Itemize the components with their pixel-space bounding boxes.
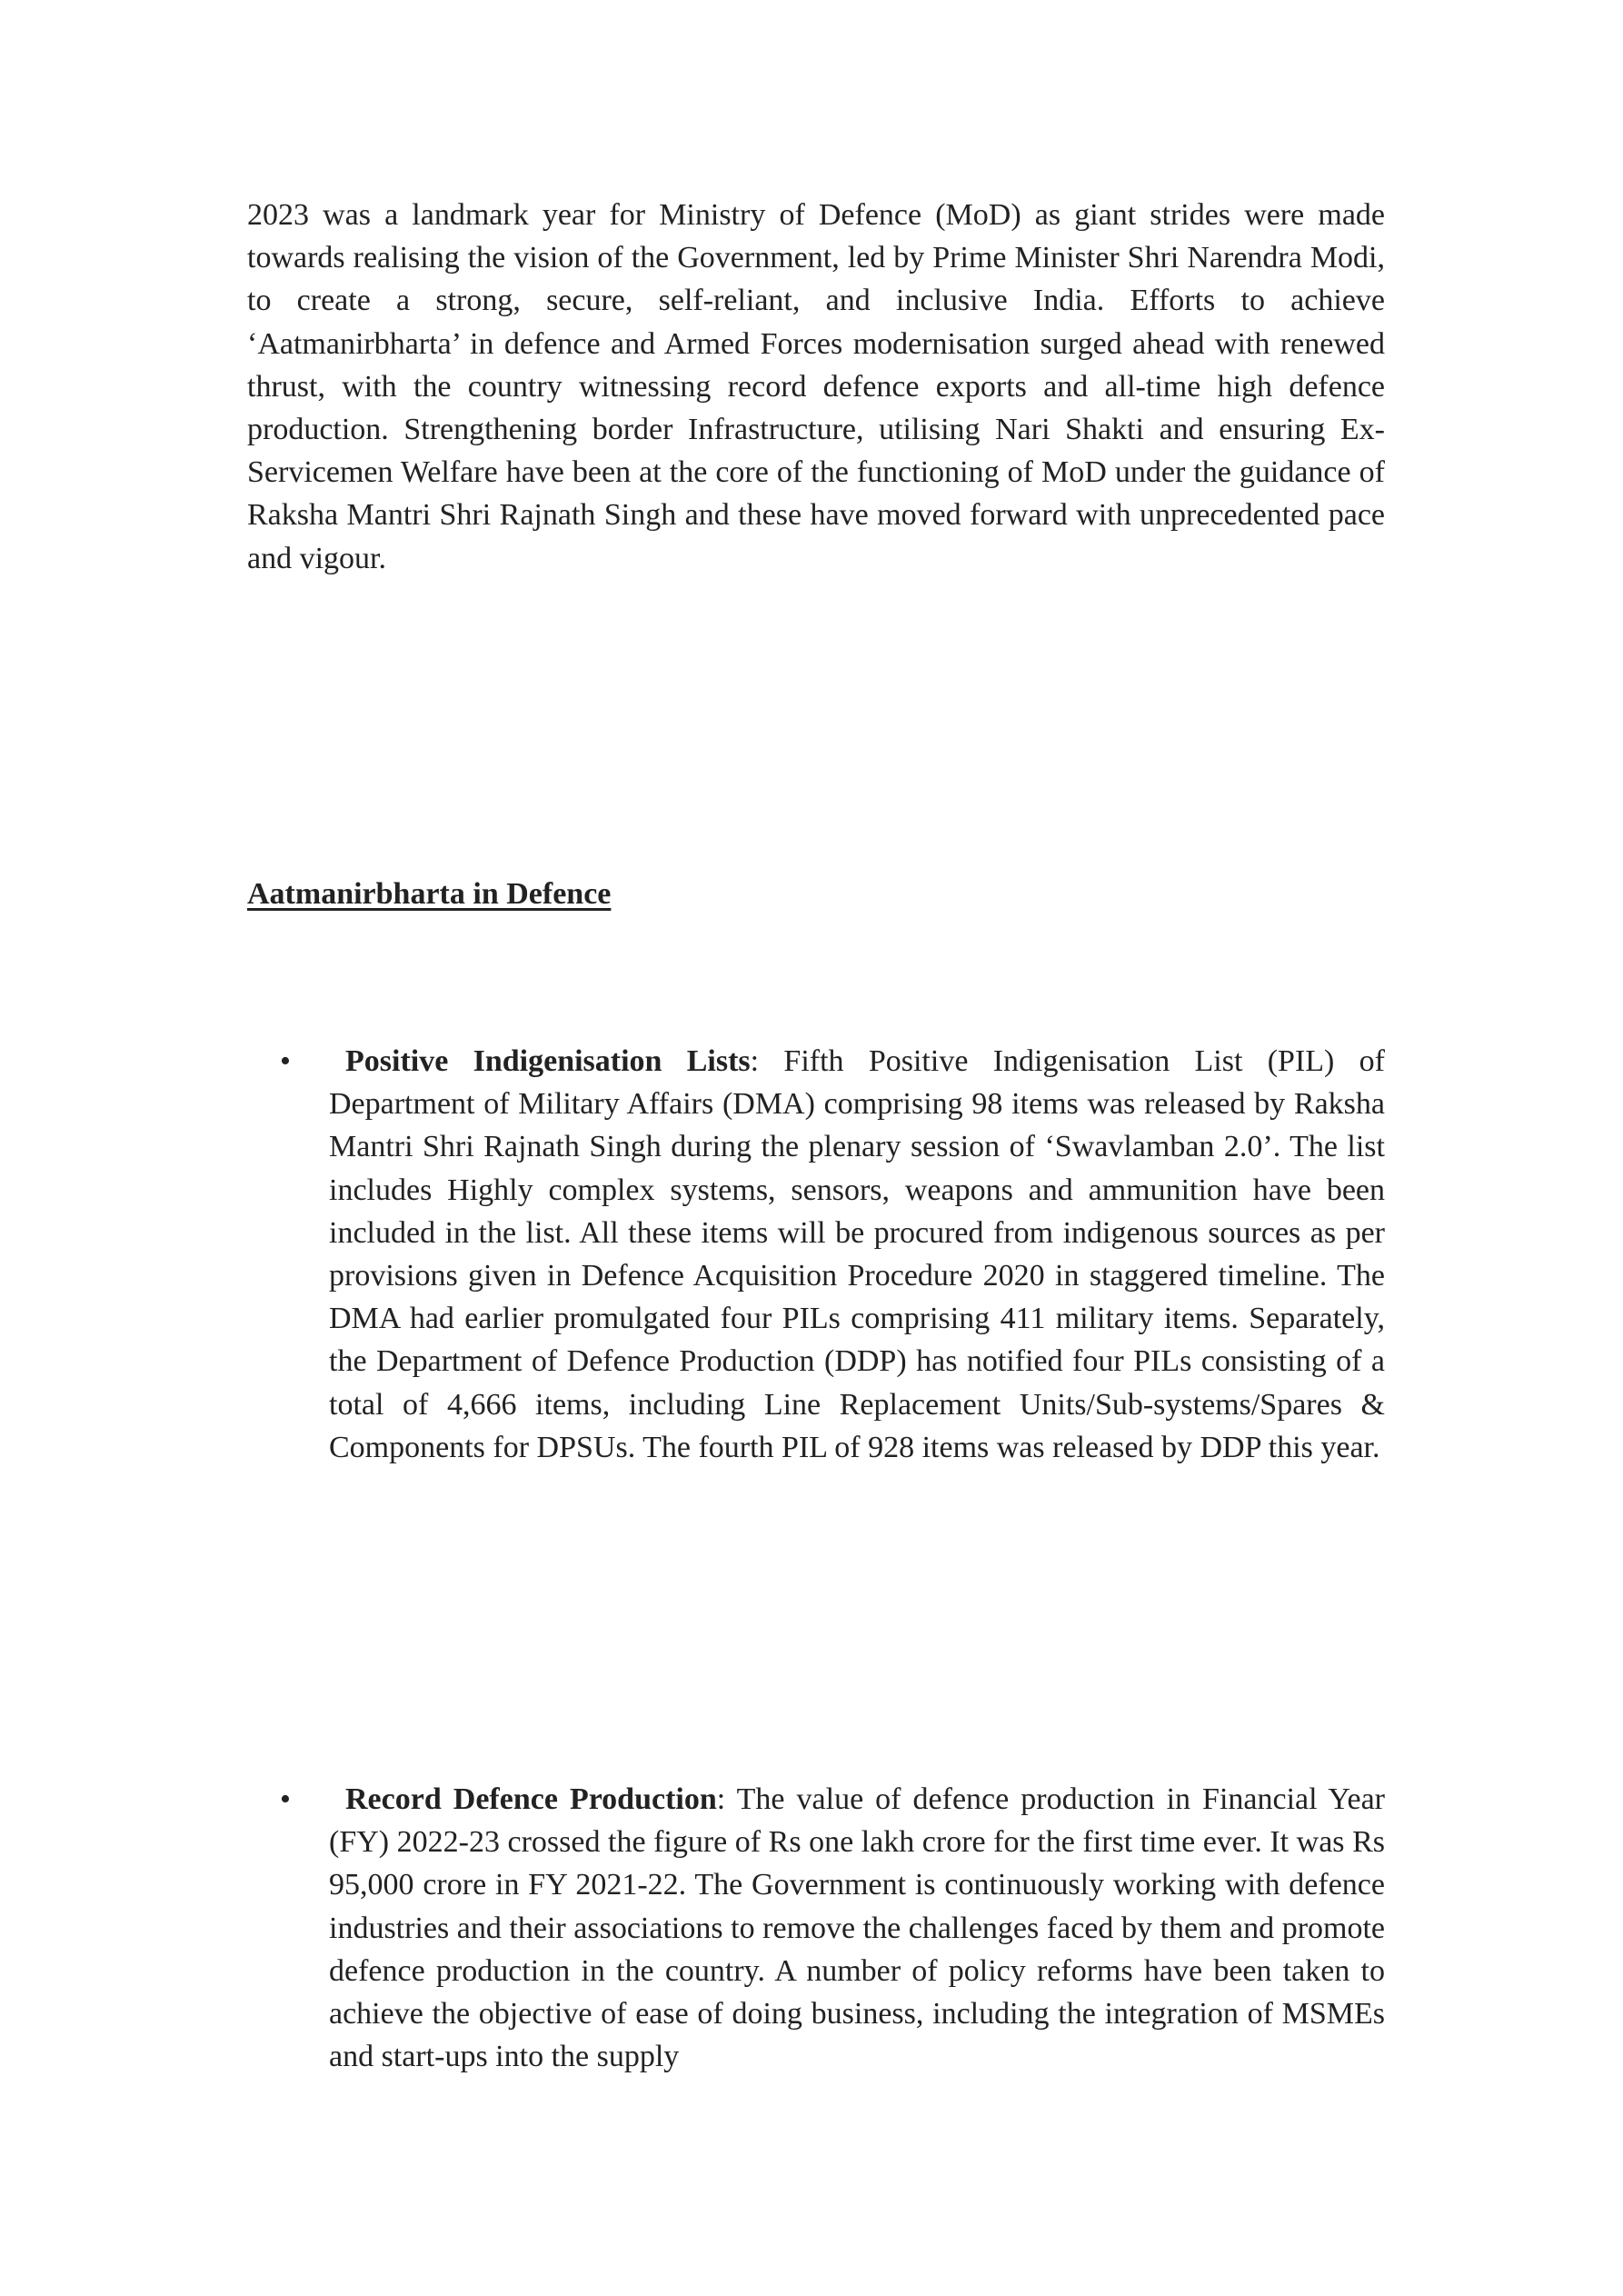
section-heading: Aatmanirbharta in Defence bbox=[247, 877, 612, 911]
bullet-body: : The value of defence production in Financial Year (FY) 2022-23 crossed the figure of Rs one lakh crore for the first time ever. It was Rs 95,000 crore in FY 2021-22. The Government is continuously working with defence industries and their associations to remove the challenges faced by them and promote defence production in the country. A number of policy reforms have been taken to achieve the objective of ease of doing business, including the integration of MSMEs and start-ups into the supply bbox=[329, 1782, 1385, 2074]
bullet-icon: • bbox=[280, 1782, 291, 1816]
bullet-paragraph bbox=[329, 1778, 1385, 2078]
bullet-body: : Fifth Positive Indigenisation List (PIL) of Department of Military Affairs (DMA) comprising 98 items was released by Raksha Mantri Shri Rajnath Singh during the plenary session of ‘Swavlamban 2.0’. The list includes Highly complex systems, sensors, weapons and ammunition have been included in the list. All these items will be procured from indigenous sources as per provisions given in Defence Acquisition Procedure 2020 in staggered timeline. The DMA had earlier promulgated four PILs comprising 411 military items. Separately, the Department of Defence Production (DDP) has notified four PILs consisting of a total of 4,666 items, including Line Replacement Units/Sub-systems/Spares & Components for DPSUs. The fourth PIL of 928 items was released by DDP this year. bbox=[329, 1044, 1385, 1464]
bullet-title: Positive Indigenisation Lists bbox=[345, 1044, 751, 1078]
bullet-icon: • bbox=[280, 1044, 291, 1078]
bullet-title: Record Defence Production bbox=[345, 1782, 717, 1816]
intro-paragraph: 2023 was a landmark year for Ministry of Defence (MoD) as giant strides were made towards realising the vision of the Government, led by Prime Minister Shri Narendra Modi, to create a strong, secure, self-reliant, and inclusive India. Efforts to achieve ‘Aatmanirbharta’ in defence and Armed Forces modernisation surged ahead with renewed thrust, with the country witnessing record defence exports and all-time high defence production. Strengthening border Infrastructure, utilising Nari Shakti and ensuring Ex-Servicemen Welfare have been at the core of the functioning of MoD under the guidance of Raksha Mantri Shri Rajnath Singh and these have moved forward with unprecedented pace and vigour. bbox=[247, 198, 1385, 575]
bullet-paragraph bbox=[329, 1040, 1385, 1469]
